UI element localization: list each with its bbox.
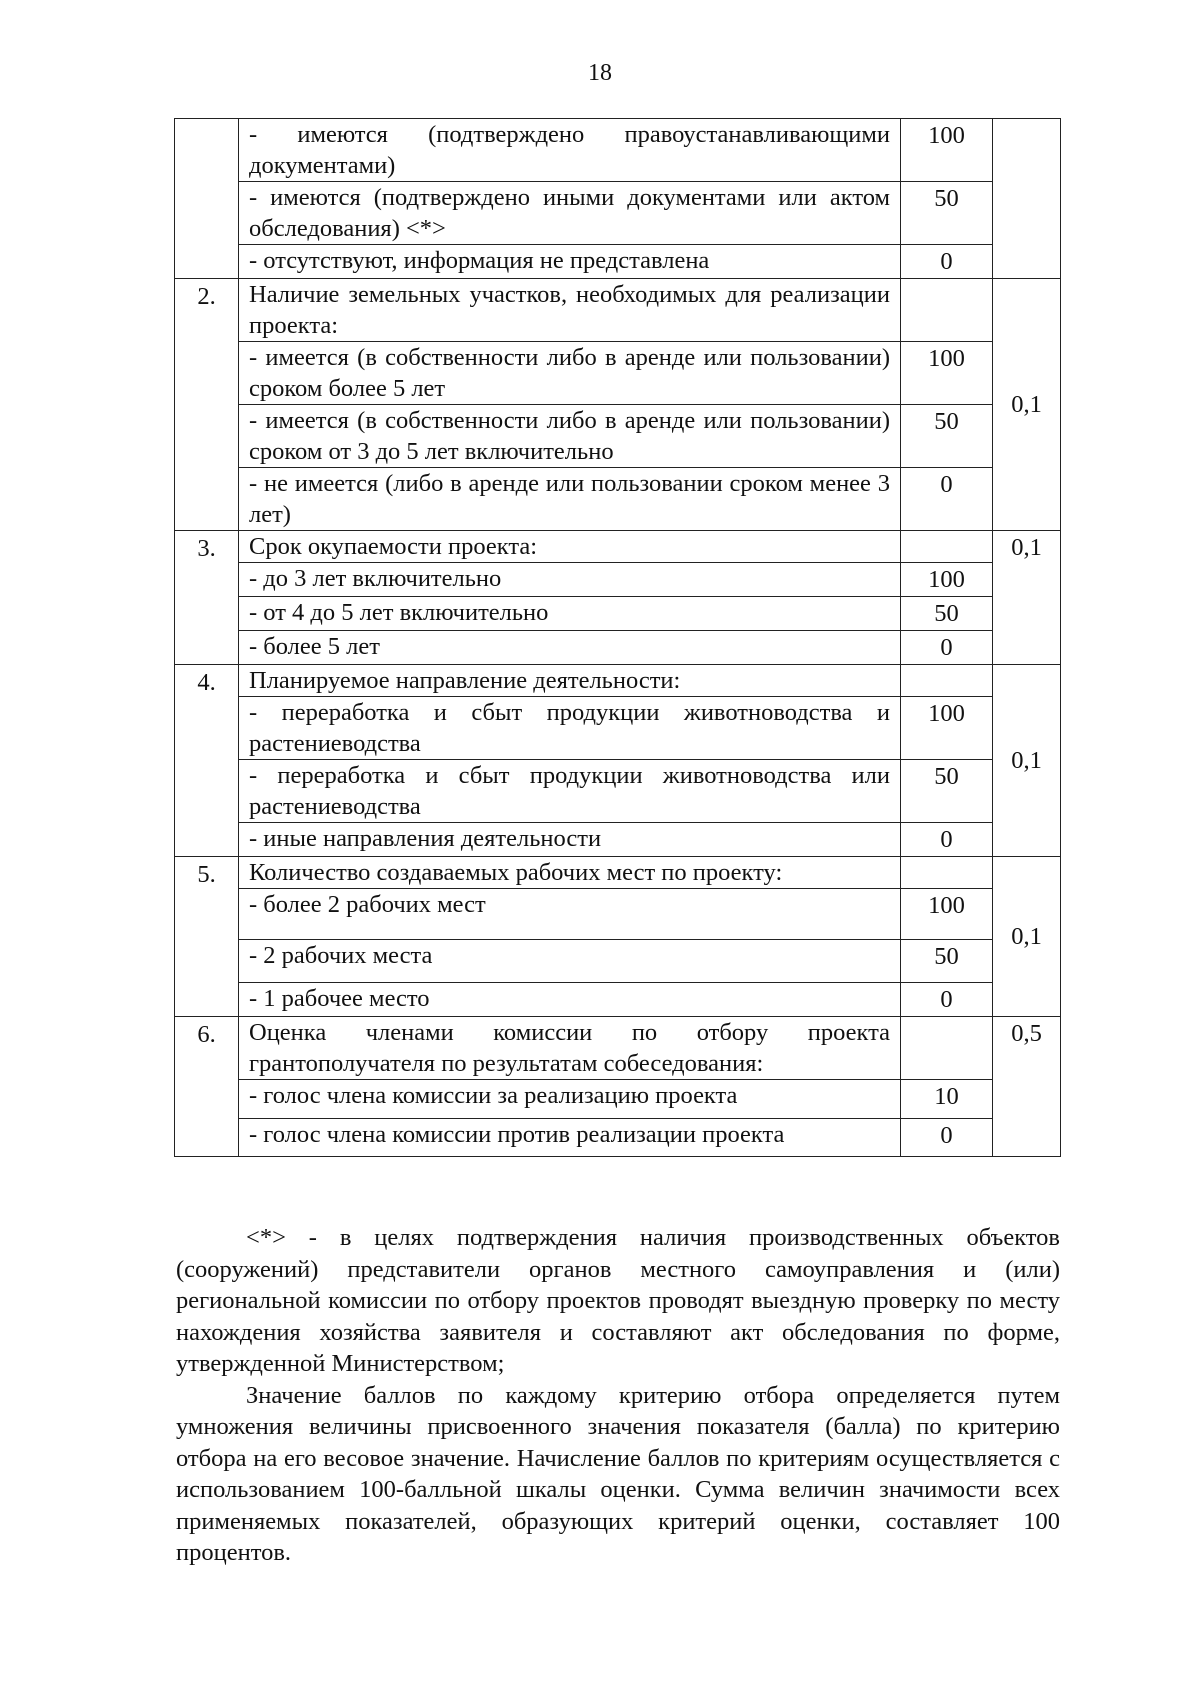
criterion-option: - голос члена комиссии против реализации проекта <box>239 1119 901 1157</box>
criterion-option: - переработка и сбыт продукции животноводства и растениеводства <box>239 697 901 760</box>
weight-cell: 0,1 <box>993 857 1061 1017</box>
weight-cell: 0,5 <box>993 1017 1061 1157</box>
points-cell: 0 <box>901 983 993 1017</box>
points-cell: 50 <box>901 597 993 631</box>
points-cell: 50 <box>901 405 993 468</box>
points-cell: 100 <box>901 119 993 182</box>
points-cell: 100 <box>901 563 993 597</box>
table-row <box>175 760 1061 823</box>
table-row <box>175 857 1061 889</box>
scoring-paragraph: Значение баллов по каждому критерию отбора определяется путем умножения величины присвоенного значения показателя (балла) по критерию отбора на его весовое значение. Начисление баллов по критериям осуществляется с использованием 100-балльной шкалы оценки. Сумма величин значимости всех применяемых показателей, образующих критерий оценки, составляет 100 процентов. <box>176 1381 1060 1566</box>
criterion-title: Количество создаваемых рабочих мест по проекту: <box>239 857 901 889</box>
criterion-title: Оценка членами комиссии по отбору проекта грантополучателя по результатам собеседования: <box>239 1017 901 1080</box>
table-row <box>175 405 1061 468</box>
table-row <box>175 182 1061 245</box>
table-row <box>175 665 1061 697</box>
criterion-option: - более 5 лет <box>239 631 901 665</box>
points-cell: 0 <box>901 1119 993 1157</box>
table-row <box>175 983 1061 1017</box>
criterion-option: - иные направления деятельности <box>239 823 901 857</box>
points-cell: 0 <box>901 468 993 531</box>
table-row <box>175 1119 1061 1157</box>
points-cell: 0 <box>901 631 993 665</box>
criterion-number: 2. <box>175 279 239 531</box>
points-cell <box>901 1017 993 1080</box>
criterion-number <box>175 119 239 279</box>
page-number: 18 <box>588 60 612 86</box>
criterion-option: - имеются (подтверждено иными документами или актом обследования) <*> <box>239 182 901 245</box>
criterion-number: 4. <box>175 665 239 857</box>
table-row <box>175 940 1061 983</box>
points-cell <box>901 857 993 889</box>
criterion-option: - 2 рабочих места <box>239 940 901 983</box>
table-row <box>175 631 1061 665</box>
criterion-option: - не имеется (либо в аренде или пользовании сроком менее 3 лет) <box>239 468 901 531</box>
points-cell: 50 <box>901 940 993 983</box>
points-cell <box>901 279 993 342</box>
footnote-paragraph: <*> - в целях подтверждения наличия производственных объектов (сооружений) представители органов местного самоуправления и (или) региональной комиссии по отбору проектов проводят выездную проверку по месту нахождения хозяйства заявителя и составляют акт обследования по форме, утвержденной Министерством; <box>176 1224 1060 1377</box>
criterion-option: - отсутствуют, информация не представлена <box>239 245 901 279</box>
points-cell: 50 <box>901 760 993 823</box>
criterion-option: - переработка и сбыт продукции животноводства или растениеводства <box>239 760 901 823</box>
criterion-option: - от 4 до 5 лет включительно <box>239 597 901 631</box>
weight-cell: 0,1 <box>993 665 1061 857</box>
points-cell: 0 <box>901 245 993 279</box>
points-cell: 10 <box>901 1080 993 1119</box>
criteria-table <box>174 118 1061 1157</box>
table-row <box>175 697 1061 760</box>
criterion-option: - более 2 рабочих мест <box>239 889 901 940</box>
table-row <box>175 1080 1061 1119</box>
criterion-title: Срок окупаемости проекта: <box>239 531 901 563</box>
notes <box>176 1222 1060 1569</box>
table-row <box>175 531 1061 563</box>
table-row <box>175 119 1061 182</box>
points-cell: 50 <box>901 182 993 245</box>
points-cell <box>901 665 993 697</box>
weight-cell: 0,1 <box>993 531 1061 665</box>
criterion-number: 5. <box>175 857 239 1017</box>
criterion-option: - имеется (в собственности либо в аренде или пользовании) сроком более 5 лет <box>239 342 901 405</box>
points-cell: 0 <box>901 823 993 857</box>
points-cell: 100 <box>901 697 993 760</box>
points-cell: 100 <box>901 342 993 405</box>
criterion-option: - до 3 лет включительно <box>239 563 901 597</box>
points-cell <box>901 531 993 563</box>
weight-cell: 0,1 <box>993 279 1061 531</box>
table-row <box>175 468 1061 531</box>
criterion-option: - голос члена комиссии за реализацию проекта <box>239 1080 901 1119</box>
table-row <box>175 889 1061 940</box>
table-row <box>175 279 1061 342</box>
table-row <box>175 597 1061 631</box>
table-row <box>175 1017 1061 1080</box>
table-row <box>175 245 1061 279</box>
criterion-title: Планируемое направление деятельности: <box>239 665 901 697</box>
table-row <box>175 342 1061 405</box>
criterion-number: 3. <box>175 531 239 665</box>
criterion-number: 6. <box>175 1017 239 1157</box>
table-row <box>175 563 1061 597</box>
points-cell: 100 <box>901 889 993 940</box>
criterion-title: Наличие земельных участков, необходимых для реализации проекта: <box>239 279 901 342</box>
weight-cell <box>993 119 1061 279</box>
criterion-option: - 1 рабочее место <box>239 983 901 1017</box>
criterion-option: - имеется (в собственности либо в аренде или пользовании) сроком от 3 до 5 лет включительно <box>239 405 901 468</box>
table-row <box>175 823 1061 857</box>
criterion-option: - имеются (подтверждено правоустанавливающими документами) <box>239 119 901 182</box>
